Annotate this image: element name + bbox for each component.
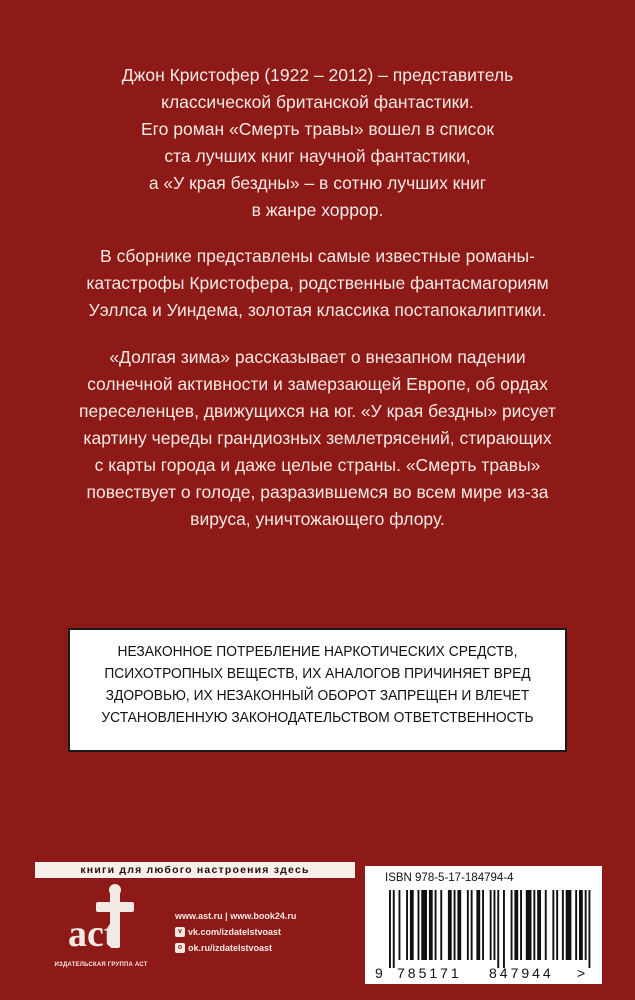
- barcode-bar: [579, 890, 583, 960]
- text-line: с карты города и даже целые страны. «Смерть травы»: [94, 455, 541, 475]
- text-line: катастрофы Кристофера, родственные фантасмагориям: [86, 273, 549, 293]
- barcode-bar: [514, 890, 518, 960]
- barcode-bar: [399, 890, 401, 960]
- websites-link[interactable]: www.ast.ru | www.book24.ru: [175, 911, 297, 921]
- health-warning-box: [68, 628, 567, 752]
- ast-logo-icon: [36, 884, 166, 964]
- barcode-bar: [533, 890, 535, 960]
- vk-icon: v: [175, 927, 185, 937]
- text-line: повествует о голоде, разразившемся во всем мире из-за: [86, 482, 549, 502]
- barcode-digits-right: 847944: [489, 965, 554, 981]
- barcode-bar: [497, 890, 499, 968]
- barcode-bar: [393, 890, 395, 968]
- text-line: «Долгая зима» рассказывает о внезапном падении: [109, 347, 526, 367]
- barcode-bar: [490, 890, 492, 960]
- ok-link[interactable]: ok.ru/izdatelstvoast: [188, 943, 273, 953]
- barcode-bar: [537, 890, 541, 960]
- barcode-bar: [418, 890, 420, 960]
- barcode-bar: [457, 890, 461, 960]
- text-line: Джон Кристофер (1922 – 2012) – представитель: [121, 65, 514, 85]
- author-paragraph: [50, 62, 585, 224]
- barcode-bar: [448, 890, 452, 960]
- text-line: солнечной активности и замерзающей Европе, об ордах: [87, 374, 548, 394]
- barcode-bar: [421, 890, 427, 960]
- barcode-bar: [520, 890, 522, 960]
- publisher-logo: [36, 884, 166, 974]
- warning-line: ПСИХОТРОПНЫХ ВЕЩЕСТВ, ИХ АНАЛОГОВ ПРИЧИНЯЕТ ВРЕД: [104, 665, 531, 682]
- logo-text: act: [68, 913, 117, 955]
- barcode-digit-first: 9: [375, 965, 383, 981]
- barcode-bar: [429, 890, 433, 960]
- text-line: В сборнике представлены самые известные романы-: [100, 246, 535, 266]
- publisher-links: [175, 908, 296, 956]
- text-line: картину череды грандиозных землетрясений, стирающих: [83, 428, 552, 448]
- text-line: а «У края бездны» – в сотню лучших книг: [148, 173, 487, 193]
- publisher-tagline: книги для любого настроения здесь: [35, 862, 355, 878]
- text-line: переселенцев, движущихся на юг. «У края бездны» рисует: [79, 401, 556, 421]
- barcode-bar: [454, 890, 456, 960]
- logo-caption: ИЗДАТЕЛЬСКАЯ ГРУППА АСТ: [54, 962, 148, 968]
- text-line: Его роман «Смерть травы» вошел в список: [140, 119, 495, 139]
- barcode-bar: [476, 890, 480, 960]
- barcode-bar: [575, 890, 577, 960]
- barcode-bar: [526, 890, 532, 960]
- barcode-bar: [566, 890, 572, 960]
- text-line: Уэллса и Уиндема, золотая классика постапокалиптики.: [88, 300, 547, 320]
- barcode-bar: [562, 890, 564, 960]
- barcode-quiet-mark: >: [577, 965, 586, 981]
- barcode-bar: [589, 890, 591, 968]
- text-line: вируса, уничтожающего флору.: [190, 509, 445, 529]
- barcode-bar: [545, 890, 547, 960]
- barcode-bar: [585, 890, 587, 960]
- barcode-bar: [467, 890, 469, 960]
- text-line: ста лучших книг научной фантастики,: [164, 146, 471, 166]
- barcode-bar: [435, 890, 437, 960]
- vk-row: [175, 924, 296, 940]
- barcode-bar: [482, 890, 484, 960]
- barcode-bar: [440, 890, 442, 960]
- collection-paragraph: [50, 243, 585, 324]
- barcode-bar: [511, 890, 513, 960]
- barcode-bar: [410, 890, 414, 960]
- websites-row: [175, 908, 296, 924]
- barcode-area: [365, 866, 602, 984]
- barcode-bar: [556, 890, 558, 960]
- isbn-label: ISBN 978-5-17-184794-4: [385, 872, 514, 884]
- warning-line: ЗДОРОВЬЮ, ИХ НЕЗАКОННЫЙ ОБОРОТ ЗАПРЕЩЕН И ВЛЕЧЕТ: [105, 687, 530, 704]
- barcode-bar: [503, 890, 505, 968]
- barcode-bar: [471, 890, 473, 960]
- barcode-icon: [373, 888, 595, 982]
- barcode-digits-left: 785171: [397, 965, 462, 981]
- barcode-bar: [389, 890, 391, 968]
- barcode-bar: [406, 890, 408, 960]
- text-line: в жанре хоррор.: [251, 200, 384, 220]
- barcode-bar: [552, 890, 554, 960]
- warning-line: УСТАНОВЛЕННУЮ ЗАКОНОДАТЕЛЬСТВОМ ОТВЕТСТВЕННОСТЬ: [101, 709, 534, 726]
- ok-icon: o: [175, 943, 185, 953]
- barcode-bar: [494, 890, 496, 960]
- synopsis-paragraph: [50, 344, 585, 533]
- vk-link[interactable]: vk.com/izdatelstvoast: [188, 927, 282, 937]
- ok-row: [175, 940, 296, 956]
- warning-line: НЕЗАКОННОЕ ПОТРЕБЛЕНИЕ НАРКОТИЧЕСКИХ СРЕДСТВ,: [117, 643, 518, 660]
- text-line: классической британской фантастики.: [161, 92, 474, 112]
